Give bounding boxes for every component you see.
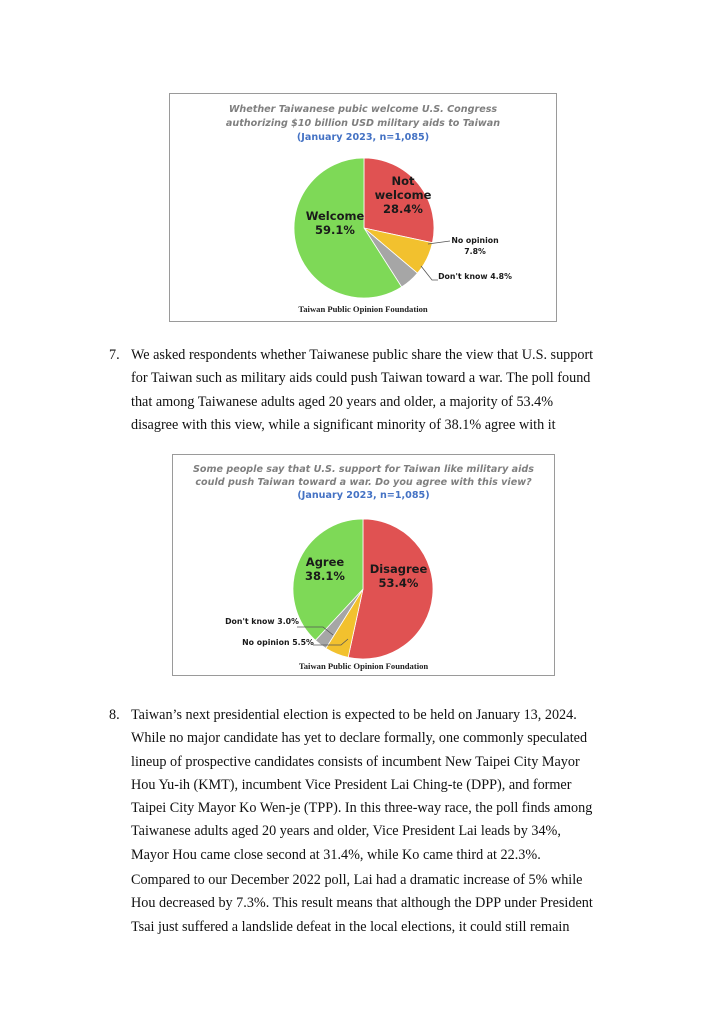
slice-label-dont-know: Don't know 3.0%	[225, 617, 299, 626]
slice-label-no-opinion: No opinion 7.8%	[451, 236, 499, 256]
chart-source: Taiwan Public Opinion Foundation	[298, 304, 428, 314]
list-item-text: Taiwan’s next presidential election is expected to be held on January 13, 2024. While no major candidate has yet to declare formally, one commonly speculated lineup of prospective candidates consists of incumbent New Taipei City Mayor Hou Yu-ih (KMT), incumbent Vice President Lai Ching-te (DPP), and former Taipei City Mayor Ko Wen-je (TPP). In this three-way race, the poll finds among Taiwanese adults aged 20 years and older, Vice President Lai leads by 34%, Mayor Hou came close second at 31.4%, while Ko came third at 22.3%.	[131, 707, 593, 863]
slice-label-disagree: Disagree 53.4%	[369, 562, 428, 590]
chart-subtitle: (January 2023, n=1,085)	[297, 490, 430, 501]
slice-label-not-welcome: Not welcome 28.4%	[374, 174, 432, 216]
slice-label-agree: Agree 38.1%	[305, 555, 345, 583]
chart-title-line2: authorizing $10 billion USD military aids to Taiwan	[225, 118, 501, 129]
chart-title-line1: Some people say that U.S. support for Taiwan like military aids	[192, 464, 535, 475]
chart-title-line2: could push Taiwan toward a war. Do you agree with this view?	[195, 477, 532, 488]
chart-figure-military-aid-welcome	[169, 93, 557, 322]
list-item-text: We asked respondents whether Taiwanese public share the view that U.S. support for Taiwan such as military aids could push Taiwan toward a war. The poll found that among Taiwanese adults aged 20 years and older, a majority of 53.4% disagree with this view, while a significant minority of 38.1% agree with it	[131, 347, 594, 433]
body-paragraph: Compared to our December 2022 poll, Lai had a dramatic increase of 5% while Hou decreased by 7.3%. This result means that although the DPP under President Tsai just suffered a landslide defeat in the local elections, it could still remain	[131, 872, 593, 935]
chart-figure-push-toward-war	[172, 454, 555, 676]
chart-title-line1: Whether Taiwanese pubic welcome U.S. Congress	[228, 104, 498, 115]
chart-subtitle: (January 2023, n=1,085)	[296, 132, 430, 143]
slice-label-no-opinion: No opinion 5.5%	[242, 638, 314, 647]
list-item-number: 7.	[109, 347, 120, 363]
slice-label-dont-know: Don't know 4.8%	[438, 272, 512, 281]
chart-source: Taiwan Public Opinion Foundation	[298, 661, 429, 671]
pie-chart	[173, 455, 554, 675]
pie-chart	[170, 94, 556, 321]
slice-label-welcome: Welcome 59.1%	[305, 209, 365, 237]
list-item-number: 8.	[109, 707, 120, 723]
